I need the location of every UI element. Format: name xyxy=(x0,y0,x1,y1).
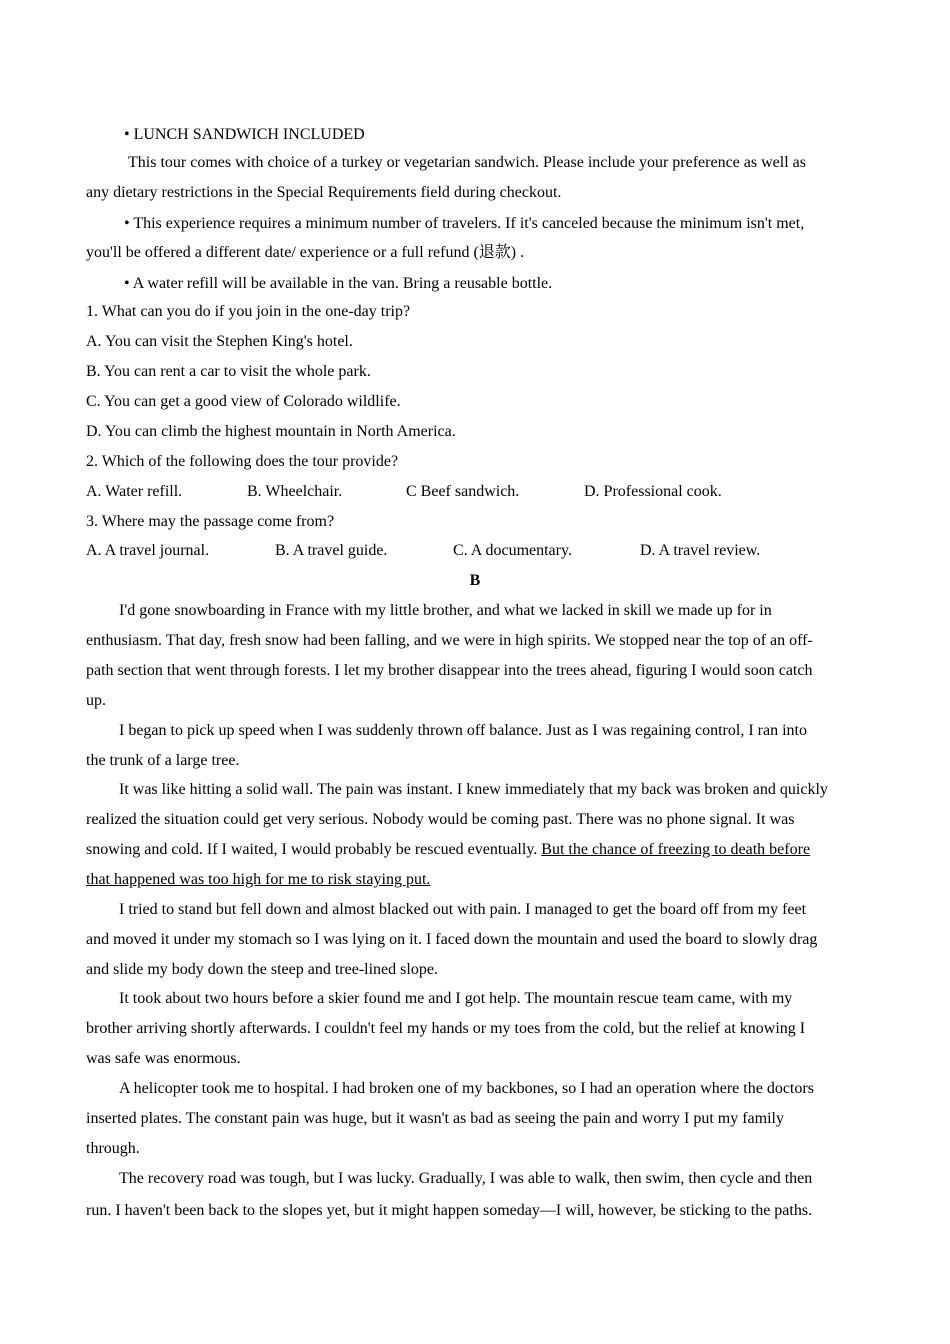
question-2-option-d: D. Professional cook. xyxy=(584,483,722,500)
passage-line: run. I haven't been back to the slopes yet, but it might happen someday—I will, however, be sticking to the paths. xyxy=(86,1202,813,1219)
question-2-option-a: A. Water refill. xyxy=(86,483,183,500)
passage-line: I'd gone snowboarding in France with my little brother, and what we lacked in skill we made up for in xyxy=(119,602,772,619)
passage-line: up. xyxy=(86,692,106,709)
question-1-option-c: C. You can get a good view of Colorado wildlife. xyxy=(86,393,401,410)
question-2-option-b: B. Wheelchair. xyxy=(247,483,343,500)
passage-line xyxy=(86,840,810,860)
question-1: 1. What can you do if you join in the one-day trip? xyxy=(86,303,411,320)
passage-line: and slide my body down the steep and tree-lined slope. xyxy=(86,961,438,978)
minimum-note-line-2: you'll be offered a different date/ experience or a full refund (退款) . xyxy=(86,244,525,261)
question-2-option-c: C Beef sandwich. xyxy=(406,483,520,500)
passage-line: I began to pick up speed when I was suddenly thrown off balance. Just as I was regaining control, I ran into xyxy=(119,722,807,739)
question-3: 3. Where may the passage come from? xyxy=(86,513,335,530)
passage-line: the trunk of a large tree. xyxy=(86,752,240,769)
question-1-option-a: A. You can visit the Stephen King's hotel. xyxy=(86,333,353,350)
passage-line: inserted plates. The constant pain was huge, but it wasn't as bad as seeing the pain and worry I put my family xyxy=(86,1110,784,1127)
passage-line: through. xyxy=(86,1140,140,1157)
underlined-sentence: that happened was too high for me to risk staying put. xyxy=(86,871,431,888)
passage-text: snowing and cold. If I waited, I would probably be rescued eventually. xyxy=(86,841,542,858)
question-2: 2. Which of the following does the tour provide? xyxy=(86,453,399,470)
passage-line: path section that went through forests. I let my brother disappear into the trees ahead, figuring I would soon catch xyxy=(86,662,813,679)
question-3-option-d: D. A travel review. xyxy=(640,542,761,559)
section-b-heading: B xyxy=(469,572,481,589)
passage-line: brother arriving shortly afterwards. I couldn't feel my hands or my toes from the cold, but the relief at knowing I xyxy=(86,1020,806,1037)
lunch-text-line-1: This tour comes with choice of a turkey or vegetarian sandwich. Please include your preference as well as xyxy=(128,154,806,171)
minimum-note-line-1: • This experience requires a minimum number of travelers. If it's canceled because the minimum isn't met, xyxy=(124,215,805,232)
passage-line: I tried to stand but fell down and almost blacked out with pain. I managed to get the board off from my feet xyxy=(119,901,807,918)
question-1-option-d: D. You can climb the highest mountain in North America. xyxy=(86,423,456,440)
passage-line: enthusiasm. That day, fresh snow had been falling, and we were in high spirits. We stopped near the top of an off- xyxy=(86,632,813,649)
underlined-sentence: But the chance of freezing to death before xyxy=(541,841,811,858)
question-3-option-b: B. A travel guide. xyxy=(275,542,388,559)
water-note: • A water refill will be available in the van. Bring a reusable bottle. xyxy=(124,275,553,292)
passage-line: realized the situation could get very serious. Nobody would be coming past. There was no phone signal. It was xyxy=(86,811,795,828)
passage-line: was safe was enormous. xyxy=(86,1050,241,1067)
lunch-title: • LUNCH SANDWICH INCLUDED xyxy=(124,126,365,143)
passage-line: The recovery road was tough, but I was lucky. Gradually, I was able to walk, then swim, then cycle and then xyxy=(119,1170,813,1187)
question-3-option-a: A. A travel journal. xyxy=(86,542,210,559)
passage-line: It took about two hours before a skier found me and I got help. The mountain rescue team came, with my xyxy=(119,990,793,1007)
question-3-option-c: C. A documentary. xyxy=(453,542,572,559)
passage-line: It was like hitting a solid wall. The pain was instant. I knew immediately that my back was broken and quickly xyxy=(119,781,828,798)
lunch-text-line-2: any dietary restrictions in the Special Requirements field during checkout. xyxy=(86,184,562,201)
passage-line: A helicopter took me to hospital. I had broken one of my backbones, so I had an operation where the doctors xyxy=(119,1080,814,1097)
question-1-option-b: B. You can rent a car to visit the whole park. xyxy=(86,363,371,380)
passage-line: and moved it under my stomach so I was lying on it. I faced down the mountain and used the board to slowly drag xyxy=(86,931,818,948)
